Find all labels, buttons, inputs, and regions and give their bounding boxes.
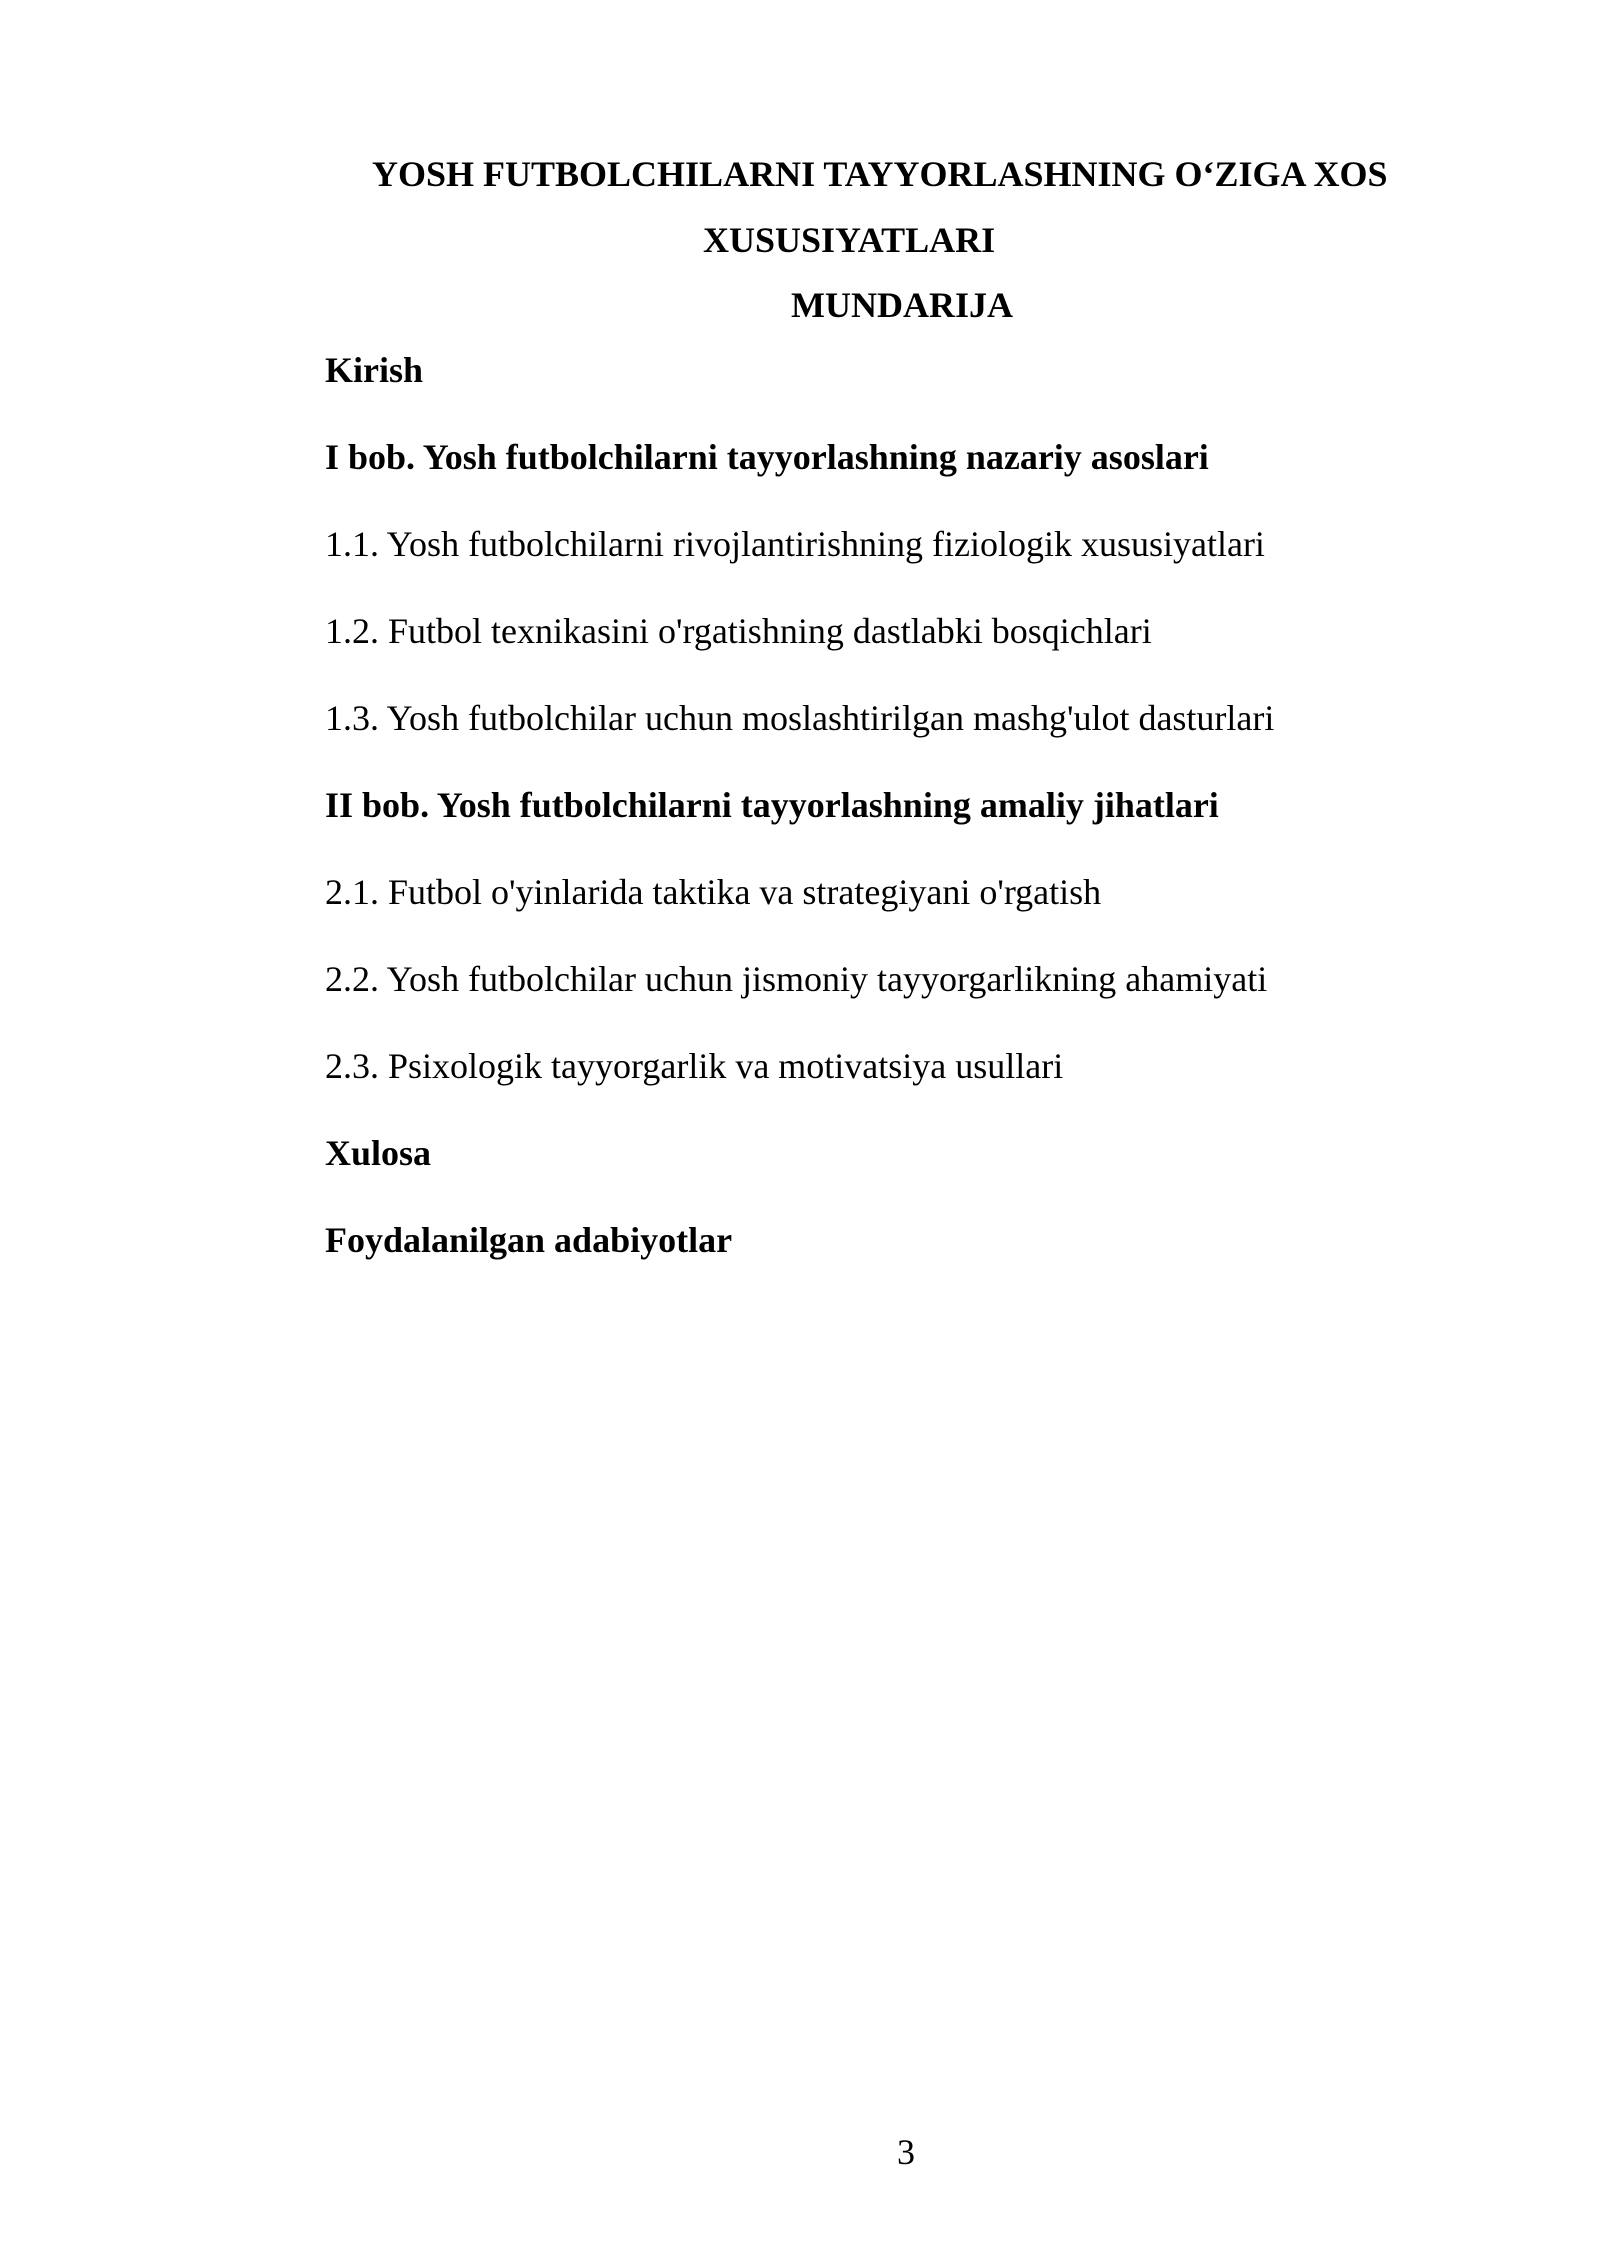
toc-entry-conclusion: Xulosa bbox=[325, 1133, 432, 1173]
toc-entry-chapter-1: I bob. Yosh futbolchilarni tayyorlashning nazariy asoslari bbox=[325, 437, 1209, 477]
toc-entry-2-3: 2.3. Psixologik tayyorgarlik va motivatsiya usullari bbox=[325, 1046, 1064, 1086]
document-title-line-2: XUSUSIYATLARI bbox=[703, 220, 996, 260]
toc-entry-1-2: 1.2. Futbol texnikasini o'rgatishning dastlabki bosqichlari bbox=[325, 611, 1152, 651]
toc-entry-2-2: 2.2. Yosh futbolchilar uchun jismoniy tayyorgarlikning ahamiyati bbox=[325, 959, 1268, 999]
table-of-contents bbox=[325, 348, 1475, 1305]
toc-entry-references: Foydalanilgan adabiyotlar bbox=[325, 1220, 733, 1260]
toc-entry-1-1: 1.1. Yosh futbolchilarni rivojlantirishning fiziologik xususiyatlari bbox=[325, 524, 1265, 564]
toc-entry-1-3: 1.3. Yosh futbolchilar uchun moslashtirilgan mashg'ulot dasturlari bbox=[325, 698, 1275, 738]
contents-heading: MUNDARIJA bbox=[791, 285, 1013, 325]
toc-entry-2-1: 2.1. Futbol o'yinlarida taktika va strategiyani o'rgatish bbox=[325, 872, 1102, 912]
toc-entry-introduction: Kirish bbox=[325, 350, 424, 390]
toc-entry-chapter-2: II bob. Yosh futbolchilarni tayyorlashning amaliy jihatlari bbox=[325, 785, 1219, 825]
document-title-line-1: YOSH FUTBOLCHILARNI TAYYORLASHNING O‘ZIGA XOS bbox=[372, 154, 1388, 194]
page-number: 3 bbox=[897, 2132, 915, 2172]
